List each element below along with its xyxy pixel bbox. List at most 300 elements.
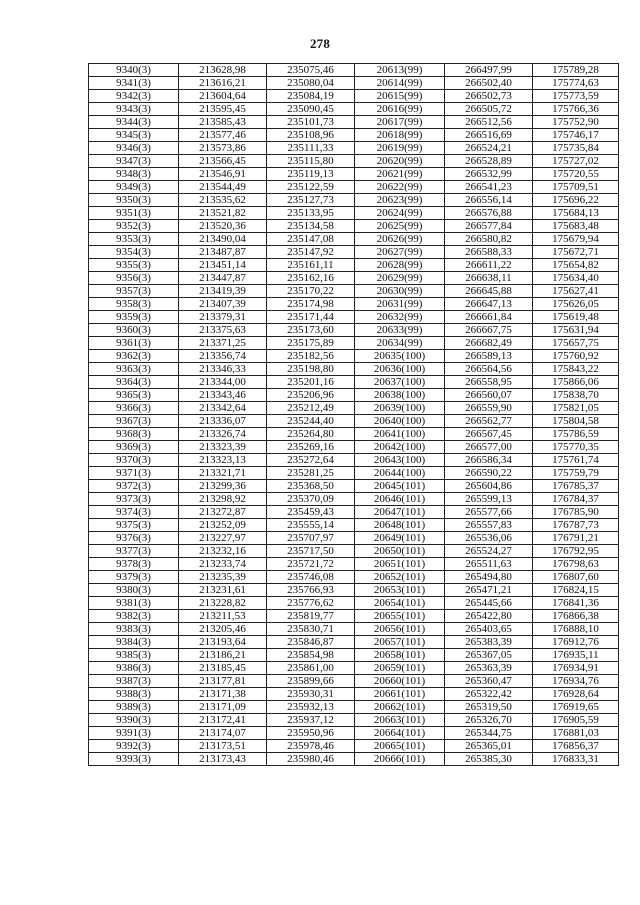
x1-cell: 213535,62 [179, 194, 267, 207]
page-number: 278 [309, 36, 331, 51]
x1-cell: 213419,39 [179, 285, 267, 298]
y2-cell: 175727,02 [533, 155, 619, 168]
x2-cell: 266638,11 [445, 272, 533, 285]
point-ref-cell: 20642(100) [355, 441, 445, 454]
y2-cell: 176919,65 [533, 701, 619, 714]
y2-cell: 176792,95 [533, 545, 619, 558]
table-row [89, 740, 619, 753]
y2-cell: 175631,94 [533, 324, 619, 337]
point-id-cell: 9379(3) [89, 571, 179, 584]
point-ref-cell: 20615(99) [355, 90, 445, 103]
point-id-cell: 9383(3) [89, 623, 179, 636]
table-row [89, 363, 619, 376]
x2-cell: 265363,39 [445, 662, 533, 675]
x2-cell: 266532,99 [445, 168, 533, 181]
coordinates-table [88, 63, 619, 766]
x2-cell: 266589,13 [445, 350, 533, 363]
point-id-cell: 9371(3) [89, 467, 179, 480]
table-row [89, 493, 619, 506]
x2-cell: 266590,22 [445, 467, 533, 480]
y2-cell: 175773,59 [533, 90, 619, 103]
x2-cell: 265403,65 [445, 623, 533, 636]
y2-cell: 175760,92 [533, 350, 619, 363]
table-row [89, 597, 619, 610]
point-ref-cell: 20662(101) [355, 701, 445, 714]
point-id-cell: 9340(3) [89, 64, 179, 77]
point-ref-cell: 20628(99) [355, 259, 445, 272]
x1-cell: 213231,61 [179, 584, 267, 597]
y1-cell: 235162,16 [267, 272, 355, 285]
table-row [89, 207, 619, 220]
point-id-cell: 9341(3) [89, 77, 179, 90]
table-row [89, 662, 619, 675]
y2-cell: 175657,75 [533, 337, 619, 350]
y1-cell: 235264,80 [267, 428, 355, 441]
table-row [89, 194, 619, 207]
y1-cell: 235206,96 [267, 389, 355, 402]
point-ref-cell: 20666(101) [355, 753, 445, 766]
x2-cell: 265494,80 [445, 571, 533, 584]
y2-cell: 175619,48 [533, 311, 619, 324]
x2-cell: 265536,06 [445, 532, 533, 545]
y2-cell: 176785,90 [533, 506, 619, 519]
point-id-cell: 9363(3) [89, 363, 179, 376]
point-id-cell: 9368(3) [89, 428, 179, 441]
y1-cell: 235075,46 [267, 64, 355, 77]
y1-cell: 235134,58 [267, 220, 355, 233]
table-row [89, 610, 619, 623]
point-id-cell: 9380(3) [89, 584, 179, 597]
y1-cell: 235281,25 [267, 467, 355, 480]
point-id-cell: 9369(3) [89, 441, 179, 454]
x2-cell: 266502,40 [445, 77, 533, 90]
table-row [89, 259, 619, 272]
y1-cell: 235269,16 [267, 441, 355, 454]
y1-cell: 235173,60 [267, 324, 355, 337]
x1-cell: 213546,91 [179, 168, 267, 181]
coordinates-table-body [89, 64, 619, 766]
table-row [89, 506, 619, 519]
point-id-cell: 9384(3) [89, 636, 179, 649]
x2-cell: 265322,42 [445, 688, 533, 701]
y1-cell: 235707,97 [267, 532, 355, 545]
y2-cell: 176824,15 [533, 584, 619, 597]
y1-cell: 235080,04 [267, 77, 355, 90]
x2-cell: 266516,69 [445, 129, 533, 142]
y1-cell: 235899,66 [267, 675, 355, 688]
y1-cell: 235854,98 [267, 649, 355, 662]
y1-cell: 235133,95 [267, 207, 355, 220]
x2-cell: 266645,88 [445, 285, 533, 298]
table-row [89, 623, 619, 636]
x1-cell: 213346,33 [179, 363, 267, 376]
y2-cell: 176881,03 [533, 727, 619, 740]
point-id-cell: 9345(3) [89, 129, 179, 142]
table-row [89, 701, 619, 714]
y2-cell: 175626,05 [533, 298, 619, 311]
x2-cell: 266558,95 [445, 376, 533, 389]
x2-cell: 266524,21 [445, 142, 533, 155]
x1-cell: 213490,04 [179, 233, 267, 246]
y2-cell: 175789,28 [533, 64, 619, 77]
point-ref-cell: 20655(101) [355, 610, 445, 623]
y1-cell: 235108,96 [267, 129, 355, 142]
table-row [89, 558, 619, 571]
point-ref-cell: 20658(101) [355, 649, 445, 662]
y1-cell: 235147,92 [267, 246, 355, 259]
x1-cell: 213233,74 [179, 558, 267, 571]
point-ref-cell: 20640(100) [355, 415, 445, 428]
y2-cell: 176833,31 [533, 753, 619, 766]
x1-cell: 213177,81 [179, 675, 267, 688]
x2-cell: 266586,34 [445, 454, 533, 467]
x2-cell: 266528,89 [445, 155, 533, 168]
y1-cell: 235175,89 [267, 337, 355, 350]
x1-cell: 213235,39 [179, 571, 267, 584]
x2-cell: 265365,01 [445, 740, 533, 753]
y1-cell: 235930,31 [267, 688, 355, 701]
x1-cell: 213298,92 [179, 493, 267, 506]
x2-cell: 266588,33 [445, 246, 533, 259]
point-id-cell: 9353(3) [89, 233, 179, 246]
y2-cell: 176841,36 [533, 597, 619, 610]
point-id-cell: 9376(3) [89, 532, 179, 545]
point-ref-cell: 20656(101) [355, 623, 445, 636]
y1-cell: 235182,56 [267, 350, 355, 363]
y2-cell: 175843,22 [533, 363, 619, 376]
x2-cell: 266611,22 [445, 259, 533, 272]
y1-cell: 235115,80 [267, 155, 355, 168]
x1-cell: 213323,13 [179, 454, 267, 467]
table-row [89, 90, 619, 103]
point-ref-cell: 20626(99) [355, 233, 445, 246]
table-row [89, 584, 619, 597]
point-ref-cell: 20635(100) [355, 350, 445, 363]
x1-cell: 213326,74 [179, 428, 267, 441]
y2-cell: 175746,17 [533, 129, 619, 142]
x1-cell: 213171,09 [179, 701, 267, 714]
table-row [89, 714, 619, 727]
x2-cell: 266577,00 [445, 441, 533, 454]
point-ref-cell: 20653(101) [355, 584, 445, 597]
x2-cell: 265557,83 [445, 519, 533, 532]
table-row [89, 103, 619, 116]
point-id-cell: 9373(3) [89, 493, 179, 506]
y1-cell: 235721,72 [267, 558, 355, 571]
x2-cell: 266682,49 [445, 337, 533, 350]
x1-cell: 213185,45 [179, 662, 267, 675]
point-ref-cell: 20624(99) [355, 207, 445, 220]
x2-cell: 265360,47 [445, 675, 533, 688]
y2-cell: 176807,60 [533, 571, 619, 584]
y1-cell: 235147,08 [267, 233, 355, 246]
x2-cell: 265604,86 [445, 480, 533, 493]
point-id-cell: 9362(3) [89, 350, 179, 363]
point-id-cell: 9390(3) [89, 714, 179, 727]
point-ref-cell: 20659(101) [355, 662, 445, 675]
table-row [89, 272, 619, 285]
x2-cell: 266576,88 [445, 207, 533, 220]
y2-cell: 175774,63 [533, 77, 619, 90]
x2-cell: 266647,13 [445, 298, 533, 311]
table-row [89, 285, 619, 298]
y1-cell: 235766,93 [267, 584, 355, 597]
x1-cell: 213173,51 [179, 740, 267, 753]
point-id-cell: 9393(3) [89, 753, 179, 766]
y2-cell: 175761,74 [533, 454, 619, 467]
point-ref-cell: 20636(100) [355, 363, 445, 376]
table-row [89, 142, 619, 155]
point-id-cell: 9361(3) [89, 337, 179, 350]
table-row [89, 467, 619, 480]
x2-cell: 266559,90 [445, 402, 533, 415]
point-id-cell: 9378(3) [89, 558, 179, 571]
y2-cell: 176905,59 [533, 714, 619, 727]
point-id-cell: 9370(3) [89, 454, 179, 467]
table-row [89, 753, 619, 766]
point-ref-cell: 20650(101) [355, 545, 445, 558]
y1-cell: 235459,43 [267, 506, 355, 519]
point-id-cell: 9344(3) [89, 116, 179, 129]
y2-cell: 175709,51 [533, 181, 619, 194]
point-id-cell: 9377(3) [89, 545, 179, 558]
point-id-cell: 9347(3) [89, 155, 179, 168]
y1-cell: 235174,98 [267, 298, 355, 311]
y1-cell: 235170,22 [267, 285, 355, 298]
point-ref-cell: 20645(101) [355, 480, 445, 493]
table-row [89, 168, 619, 181]
y1-cell: 235198,80 [267, 363, 355, 376]
point-ref-cell: 20634(99) [355, 337, 445, 350]
x1-cell: 213228,82 [179, 597, 267, 610]
x2-cell: 266661,84 [445, 311, 533, 324]
x2-cell: 266567,45 [445, 428, 533, 441]
x1-cell: 213577,46 [179, 129, 267, 142]
table-row [89, 337, 619, 350]
y2-cell: 175838,70 [533, 389, 619, 402]
x2-cell: 265326,70 [445, 714, 533, 727]
y2-cell: 175766,36 [533, 103, 619, 116]
x2-cell: 266667,75 [445, 324, 533, 337]
point-id-cell: 9365(3) [89, 389, 179, 402]
table-row [89, 350, 619, 363]
point-id-cell: 9366(3) [89, 402, 179, 415]
point-id-cell: 9392(3) [89, 740, 179, 753]
x1-cell: 213356,74 [179, 350, 267, 363]
table-row [89, 311, 619, 324]
x1-cell: 213272,87 [179, 506, 267, 519]
y1-cell: 235370,09 [267, 493, 355, 506]
point-id-cell: 9357(3) [89, 285, 179, 298]
y2-cell: 176934,76 [533, 675, 619, 688]
table-row [89, 649, 619, 662]
y1-cell: 235978,46 [267, 740, 355, 753]
y2-cell: 176784,37 [533, 493, 619, 506]
point-ref-cell: 20663(101) [355, 714, 445, 727]
x2-cell: 265577,66 [445, 506, 533, 519]
x1-cell: 213323,39 [179, 441, 267, 454]
point-ref-cell: 20617(99) [355, 116, 445, 129]
y2-cell: 176791,21 [533, 532, 619, 545]
x1-cell: 213174,07 [179, 727, 267, 740]
y1-cell: 235171,44 [267, 311, 355, 324]
y2-cell: 175770,35 [533, 441, 619, 454]
x1-cell: 213193,64 [179, 636, 267, 649]
point-id-cell: 9343(3) [89, 103, 179, 116]
x1-cell: 213227,97 [179, 532, 267, 545]
table-row [89, 181, 619, 194]
x2-cell: 265319,50 [445, 701, 533, 714]
y2-cell: 175821,05 [533, 402, 619, 415]
y1-cell: 235119,13 [267, 168, 355, 181]
point-ref-cell: 20621(99) [355, 168, 445, 181]
table-row [89, 77, 619, 90]
point-ref-cell: 20639(100) [355, 402, 445, 415]
point-ref-cell: 20644(100) [355, 467, 445, 480]
y2-cell: 175804,58 [533, 415, 619, 428]
x2-cell: 266556,14 [445, 194, 533, 207]
x1-cell: 213447,87 [179, 272, 267, 285]
point-ref-cell: 20648(101) [355, 519, 445, 532]
y2-cell: 175672,71 [533, 246, 619, 259]
x2-cell: 266564,56 [445, 363, 533, 376]
x1-cell: 213407,39 [179, 298, 267, 311]
point-id-cell: 9352(3) [89, 220, 179, 233]
point-ref-cell: 20649(101) [355, 532, 445, 545]
y2-cell: 176928,64 [533, 688, 619, 701]
x1-cell: 213573,86 [179, 142, 267, 155]
y1-cell: 235746,08 [267, 571, 355, 584]
y2-cell: 176935,11 [533, 649, 619, 662]
point-ref-cell: 20654(101) [355, 597, 445, 610]
y2-cell: 176934,91 [533, 662, 619, 675]
point-ref-cell: 20633(99) [355, 324, 445, 337]
point-ref-cell: 20660(101) [355, 675, 445, 688]
point-ref-cell: 20625(99) [355, 220, 445, 233]
point-ref-cell: 20637(100) [355, 376, 445, 389]
table-row [89, 532, 619, 545]
point-ref-cell: 20632(99) [355, 311, 445, 324]
y1-cell: 235950,96 [267, 727, 355, 740]
y2-cell: 175866,06 [533, 376, 619, 389]
y1-cell: 235830,71 [267, 623, 355, 636]
y2-cell: 175679,94 [533, 233, 619, 246]
x2-cell: 265383,39 [445, 636, 533, 649]
point-ref-cell: 20618(99) [355, 129, 445, 142]
y2-cell: 176798,63 [533, 558, 619, 571]
point-ref-cell: 20665(101) [355, 740, 445, 753]
y1-cell: 235861,00 [267, 662, 355, 675]
point-id-cell: 9386(3) [89, 662, 179, 675]
x2-cell: 265344,75 [445, 727, 533, 740]
point-ref-cell: 20619(99) [355, 142, 445, 155]
y2-cell: 175735,84 [533, 142, 619, 155]
x1-cell: 213487,87 [179, 246, 267, 259]
x1-cell: 213232,16 [179, 545, 267, 558]
point-ref-cell: 20664(101) [355, 727, 445, 740]
point-id-cell: 9354(3) [89, 246, 179, 259]
table-row [89, 415, 619, 428]
y2-cell: 175752,90 [533, 116, 619, 129]
x2-cell: 265367,05 [445, 649, 533, 662]
point-ref-cell: 20643(100) [355, 454, 445, 467]
y1-cell: 235127,73 [267, 194, 355, 207]
y1-cell: 235161,11 [267, 259, 355, 272]
table-row [89, 64, 619, 77]
x1-cell: 213211,53 [179, 610, 267, 623]
table-row [89, 129, 619, 142]
point-id-cell: 9385(3) [89, 649, 179, 662]
point-ref-cell: 20651(101) [355, 558, 445, 571]
y2-cell: 175759,79 [533, 467, 619, 480]
table-row [89, 116, 619, 129]
x1-cell: 213171,38 [179, 688, 267, 701]
point-ref-cell: 20616(99) [355, 103, 445, 116]
y1-cell: 235980,46 [267, 753, 355, 766]
y2-cell: 175683,48 [533, 220, 619, 233]
x2-cell: 266505,72 [445, 103, 533, 116]
x1-cell: 213520,36 [179, 220, 267, 233]
table-row [89, 636, 619, 649]
y1-cell: 235090,45 [267, 103, 355, 116]
point-id-cell: 9381(3) [89, 597, 179, 610]
x1-cell: 213566,45 [179, 155, 267, 168]
point-id-cell: 9389(3) [89, 701, 179, 714]
y2-cell: 175720,55 [533, 168, 619, 181]
y2-cell: 176866,38 [533, 610, 619, 623]
table-row [89, 454, 619, 467]
point-ref-cell: 20661(101) [355, 688, 445, 701]
y2-cell: 175786,59 [533, 428, 619, 441]
point-id-cell: 9351(3) [89, 207, 179, 220]
point-id-cell: 9372(3) [89, 480, 179, 493]
point-ref-cell: 20613(99) [355, 64, 445, 77]
point-id-cell: 9350(3) [89, 194, 179, 207]
table-row [89, 298, 619, 311]
point-ref-cell: 20627(99) [355, 246, 445, 259]
point-id-cell: 9387(3) [89, 675, 179, 688]
point-id-cell: 9388(3) [89, 688, 179, 701]
y1-cell: 235084,19 [267, 90, 355, 103]
x1-cell: 213172,41 [179, 714, 267, 727]
x1-cell: 213205,46 [179, 623, 267, 636]
point-id-cell: 9349(3) [89, 181, 179, 194]
point-id-cell: 9355(3) [89, 259, 179, 272]
table-row [89, 571, 619, 584]
x1-cell: 213299,36 [179, 480, 267, 493]
x2-cell: 266541,23 [445, 181, 533, 194]
x2-cell: 266577,84 [445, 220, 533, 233]
x1-cell: 213616,21 [179, 77, 267, 90]
x2-cell: 265385,30 [445, 753, 533, 766]
x2-cell: 265471,21 [445, 584, 533, 597]
y1-cell: 235111,33 [267, 142, 355, 155]
table-row [89, 519, 619, 532]
x1-cell: 213521,82 [179, 207, 267, 220]
point-ref-cell: 20641(100) [355, 428, 445, 441]
table-row [89, 727, 619, 740]
point-ref-cell: 20638(100) [355, 389, 445, 402]
y1-cell: 235101,73 [267, 116, 355, 129]
x1-cell: 213595,45 [179, 103, 267, 116]
point-ref-cell: 20620(99) [355, 155, 445, 168]
table-row [89, 376, 619, 389]
point-ref-cell: 20614(99) [355, 77, 445, 90]
point-ref-cell: 20652(101) [355, 571, 445, 584]
x2-cell: 266512,56 [445, 116, 533, 129]
point-ref-cell: 20623(99) [355, 194, 445, 207]
y2-cell: 176888,10 [533, 623, 619, 636]
